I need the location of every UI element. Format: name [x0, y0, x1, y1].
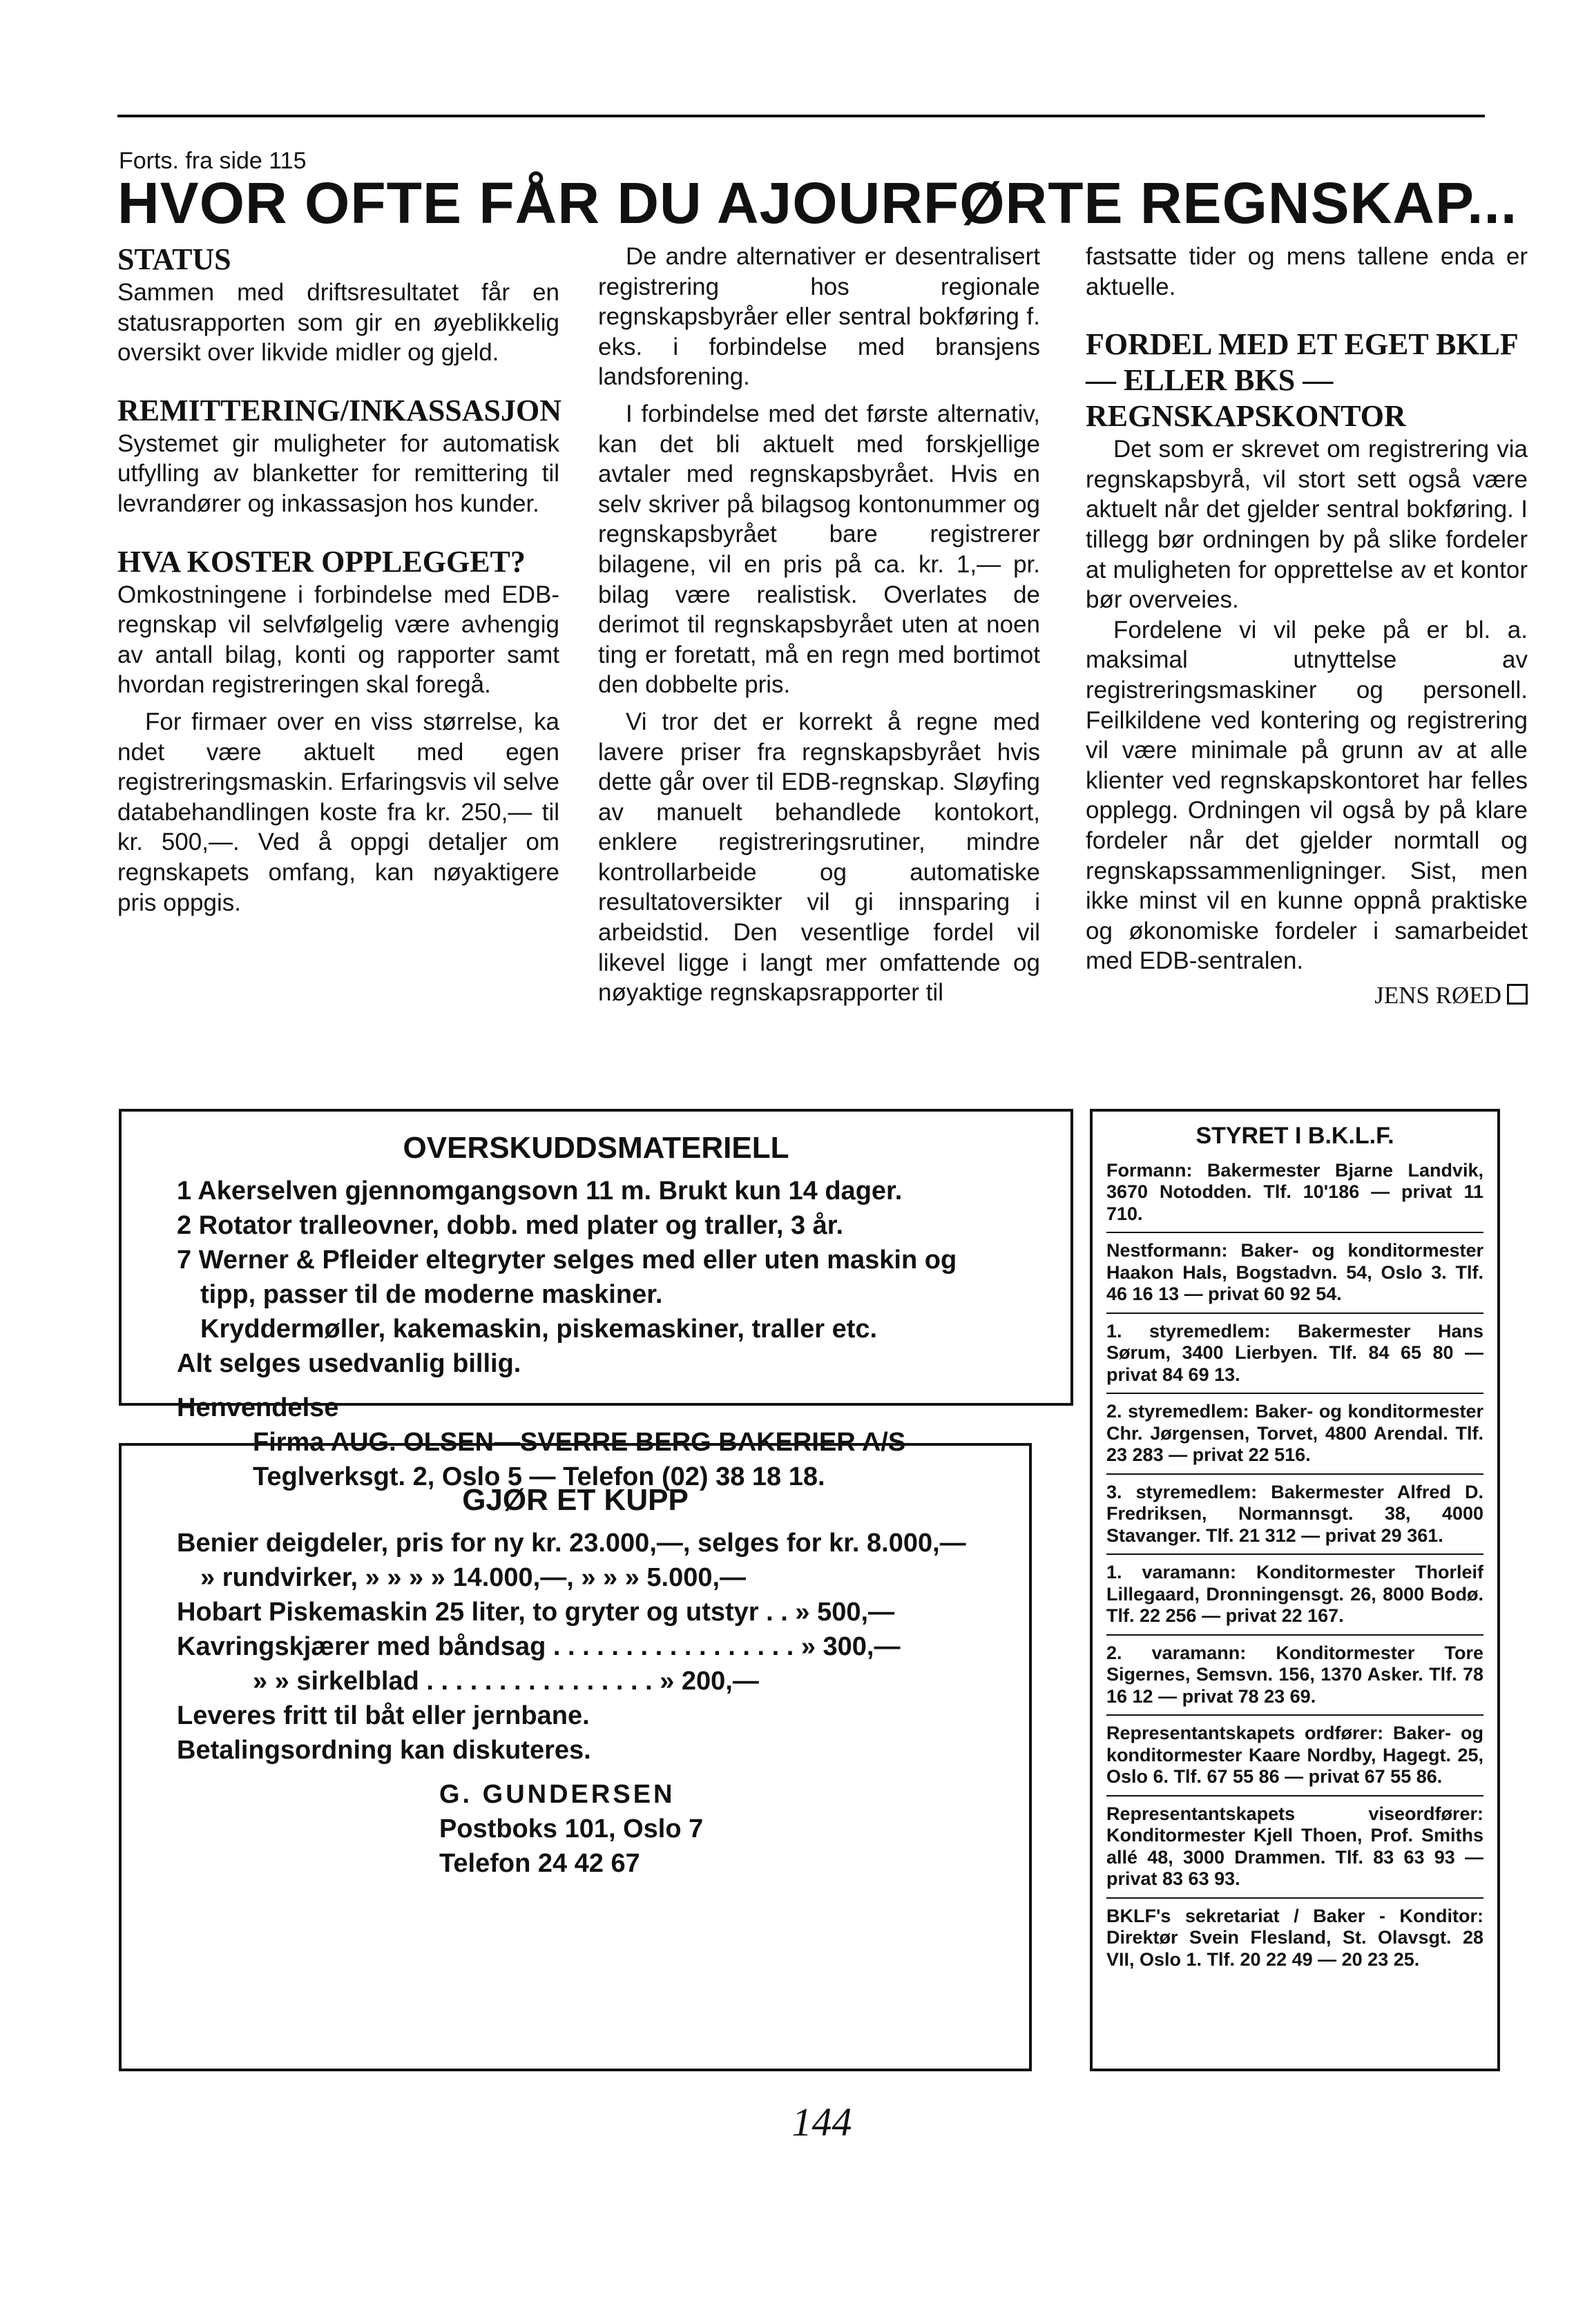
- board-member: 3. styremedlem: Bakermester Alfred D. Fredriksen, Normannsgt. 38, 4000 Stavanger. Tlf. 21 312 — privat 29 361.: [1106, 1482, 1483, 1556]
- ad-line: 7 Werner & Pfleider eltegryter selges med eller uten maskin og: [177, 1246, 957, 1275]
- ad-gjor-et-kupp: [119, 1443, 1032, 2071]
- paragraph-lower-prices: Vi tror det er korrekt å regne med lavere priser fra regnskapsbyrået hvis dette går over til EDB-regnskap. Sløyfing av manuelt behandlede kontokort, enklere registreringsrutiner, mindre kontrollarbeide og automatiske resultatoversikter vil gi innsparing i arbeidstid. Den vesentlige fordel vil likevel ligge i langt mer omfattende og nøyaktige regnskapsrapporter til: [598, 708, 1040, 1007]
- heading-status: STATUS: [117, 242, 231, 276]
- ad-postbox: Postboks 101, Oslo 7: [439, 1814, 704, 1843]
- top-rule: [117, 115, 1485, 117]
- heading-cost: HVA KOSTER OPPLEGGET?: [117, 544, 526, 579]
- ad-line: 1 Akerselven gjennomgangsovn 11 m. Brukt kun 14 dager.: [177, 1176, 903, 1205]
- price-row: » rundvirker, » » » » 14.000,—, » » » 5.000,—: [200, 1563, 747, 1592]
- ad-seller: G. GUNDERSEN: [439, 1780, 675, 1809]
- author-signature: [1086, 980, 1528, 1011]
- board-member: BKLF's sekretariat / Baker - Konditor: Direktør Svein Flesland, St. Olavsgt. 28 VII, Oslo 1. Tlf. 20 22 49 — 20 23 25.: [1106, 1905, 1483, 1970]
- board-member: Formann: Bakermester Bjarne Landvik, 3670 Notodden. Tlf. 10'186 — privat 11 710.: [1106, 1160, 1483, 1234]
- ad-heading: GJØR ET KUPP: [462, 1483, 689, 1517]
- ad-contact-label: Henvendelse: [177, 1393, 339, 1422]
- price-row: » » sirkelblad . . . . . . . . . . . . . . . . » 200,—: [253, 1667, 759, 1696]
- paragraph-first-alternative: I forbindelse med det første alternativ, kan det bli aktuelt med forskjellige avtaler med regnskapsbyrået. Hvis en selv skriver på bilagsog kontonummer og regnskapsbyrået bare registrerer bilagene, vil en pris på ca. kr. 1,— pr. bilag være realistisk. Overlates de derimot til regnskapsbyrået uten at noen ting er foretatt, må en regn med bortimot den dobbelte pris.: [598, 400, 1040, 699]
- board-member: Representantskapets ordfører: Baker- og konditormester Kaare Nordby, Hagegt. 25, Oslo 6. Tlf. 67 55 86 — privat 67 55 86.: [1106, 1723, 1483, 1797]
- board-member: Representantskapets viseordfører: Konditormester Kjell Thoen, Prof. Smiths allé 48, 3000 Drammen. Tlf. 83 63 93 — privat 83 63 93.: [1106, 1803, 1483, 1899]
- board-heading: STYRET I B.K.L.F.: [1195, 1123, 1394, 1149]
- end-mark-icon: [1507, 984, 1528, 1005]
- paragraph-cost-1: Omkostningene i forbindelse med EDB-regnskap vil selvfølgelig være avhengig av antall bilag, konti og rapporter samt hvordan registreringen skal foregå.: [117, 581, 559, 699]
- price-row: Kavringskjærer med båndsag . . . . . . . . . . . . . . . . . » 300,—: [177, 1632, 901, 1661]
- ad-note: Betalingsordning kan diskuteres.: [177, 1736, 591, 1765]
- paragraph-cost-2: For firmaer over en viss størrelse, ka ndet være aktuelt med egen registreringsmaskin. Erfaringsvis vil selve databehandlingen koste fra kr. 250,— til kr. 500,—. Ved å oppgi detaljer om regnskapets omfang, kan nøyaktigere pris oppgis.: [117, 708, 559, 916]
- paragraph-fordel-1: Det som er skrevet om registrering via regnskapsbyrå, vil stort sett også være aktuelt når det gjelder sentral bokføring. I tillegg bør ordningen by på slike fordeler at muligheten for opprettelse av et kontor bør overveies.: [1086, 436, 1528, 614]
- paragraph-status: Sammen med driftsresultatet får en statusrapporten som gir en øyeblikkelig oversikt over likvide midler og gjeld.: [117, 279, 559, 367]
- article-column-2: [598, 242, 1040, 1008]
- ad-address: Teglverksgt. 2, Oslo 5 — Telefon (02) 38 18 18.: [253, 1462, 825, 1491]
- price-row: Hobart Piskemaskin 25 liter, to gryter og utstyr . . » 500,—: [177, 1598, 895, 1627]
- paragraph-remittering: Systemet gir muligheter for automatisk utfylling av blanketter for remittering til levrandører og inkassasjon hos kunder.: [117, 429, 559, 517]
- article-title: HVOR OFTE FÅR DU AJOURFØRTE REGNSKAP...: [117, 171, 1518, 235]
- paragraph-fordel-2: Fordelene vi vil peke på er bl. a. maksimal utnyttelse av registreringsmaskiner og personell. Feilkildene ved kontering og registrering vil være minimale på grunn av at alle klienter ved regnskapskontoret har felles opplegg. Ordningen vil også by på klare fordeler når det gjelder normtall og regnskapssammenligninger. Sist, men ikke minst vil en kunne oppnå praktiske og økonomiske fordeler i samarbeidet med EDB-sentralen.: [1086, 616, 1528, 975]
- article-column-3: [1086, 242, 1528, 1010]
- ad-line: Kryddermøller, kakemaskin, piskemaskiner, traller etc.: [200, 1315, 878, 1344]
- ad-firm: Firma AUG. OLSEN—SVERRE BERG BAKERIER A/S: [253, 1428, 906, 1457]
- board-member: 1. varamann: Konditormester Thorleif Lillegaard, Dronningensgt. 26, 8000 Bodø. Tlf. 22 256 — privat 22 167.: [1106, 1562, 1483, 1636]
- article-column-1: [117, 242, 562, 918]
- ad-note: Leveres fritt til båt eller jernbane.: [177, 1701, 590, 1730]
- board-box: [1090, 1109, 1500, 2071]
- ad-heading: OVERSKUDDSMATERIELL: [403, 1131, 789, 1165]
- board-member: Nestformann: Baker- og konditormester Haakon Hals, Bogstadvn. 54, Oslo 3. Tlf. 46 16 13 — privat 60 92 54.: [1106, 1240, 1483, 1314]
- board-member: 1. styremedlem: Bakermester Hans Sørum, 3400 Lierbyen. Tlf. 84 65 80 — privat 84 69 13.: [1106, 1321, 1483, 1395]
- board-member: 2. varamann: Konditormester Tore Sigernes, Semsvn. 156, 1370 Asker. Tlf. 78 16 12 — privat 78 23 69.: [1106, 1643, 1483, 1716]
- ad-line: tipp, passer til de moderne maskiner.: [200, 1280, 663, 1309]
- page-number: 144: [791, 2100, 852, 2144]
- continued-note: Forts. fra side 115: [119, 148, 307, 174]
- price-row: Benier deigdeler, pris for ny kr. 23.000,—, selges for kr. 8.000,—: [177, 1529, 966, 1558]
- paragraph-continuation: fastsatte tider og mens tallene enda er aktuelle.: [1086, 243, 1528, 300]
- paragraph-alternatives: De andre alternativer er desentralisert registrering hos regionale regnskapsbyråer eller sentral bokføring f. eks. i forbindelse med bransjens landsforening.: [598, 243, 1040, 391]
- ad-overskuddsmateriell: [119, 1109, 1073, 1491]
- heading-fordel: FORDEL MED ET EGET BKLF — ELLER BKS — REGNSKAPSKONTOR: [1086, 327, 1518, 434]
- ad-phone: Telefon 24 42 67: [439, 1849, 640, 1878]
- ad-line: Alt selges usedvanlig billig.: [177, 1349, 521, 1378]
- board-member: 2. styremedlem: Baker- og konditormester Chr. Jørgensen, Torvet, 4800 Arendal. Tlf. 23 283 — privat 22 516.: [1106, 1401, 1483, 1475]
- ad-line: 2 Rotator tralleovner, dobb. med plater og traller, 3 år.: [177, 1211, 844, 1240]
- heading-remittering: REMITTERING/INKASSASJON: [117, 393, 562, 427]
- author-name: JENS RØED: [1374, 981, 1501, 1009]
